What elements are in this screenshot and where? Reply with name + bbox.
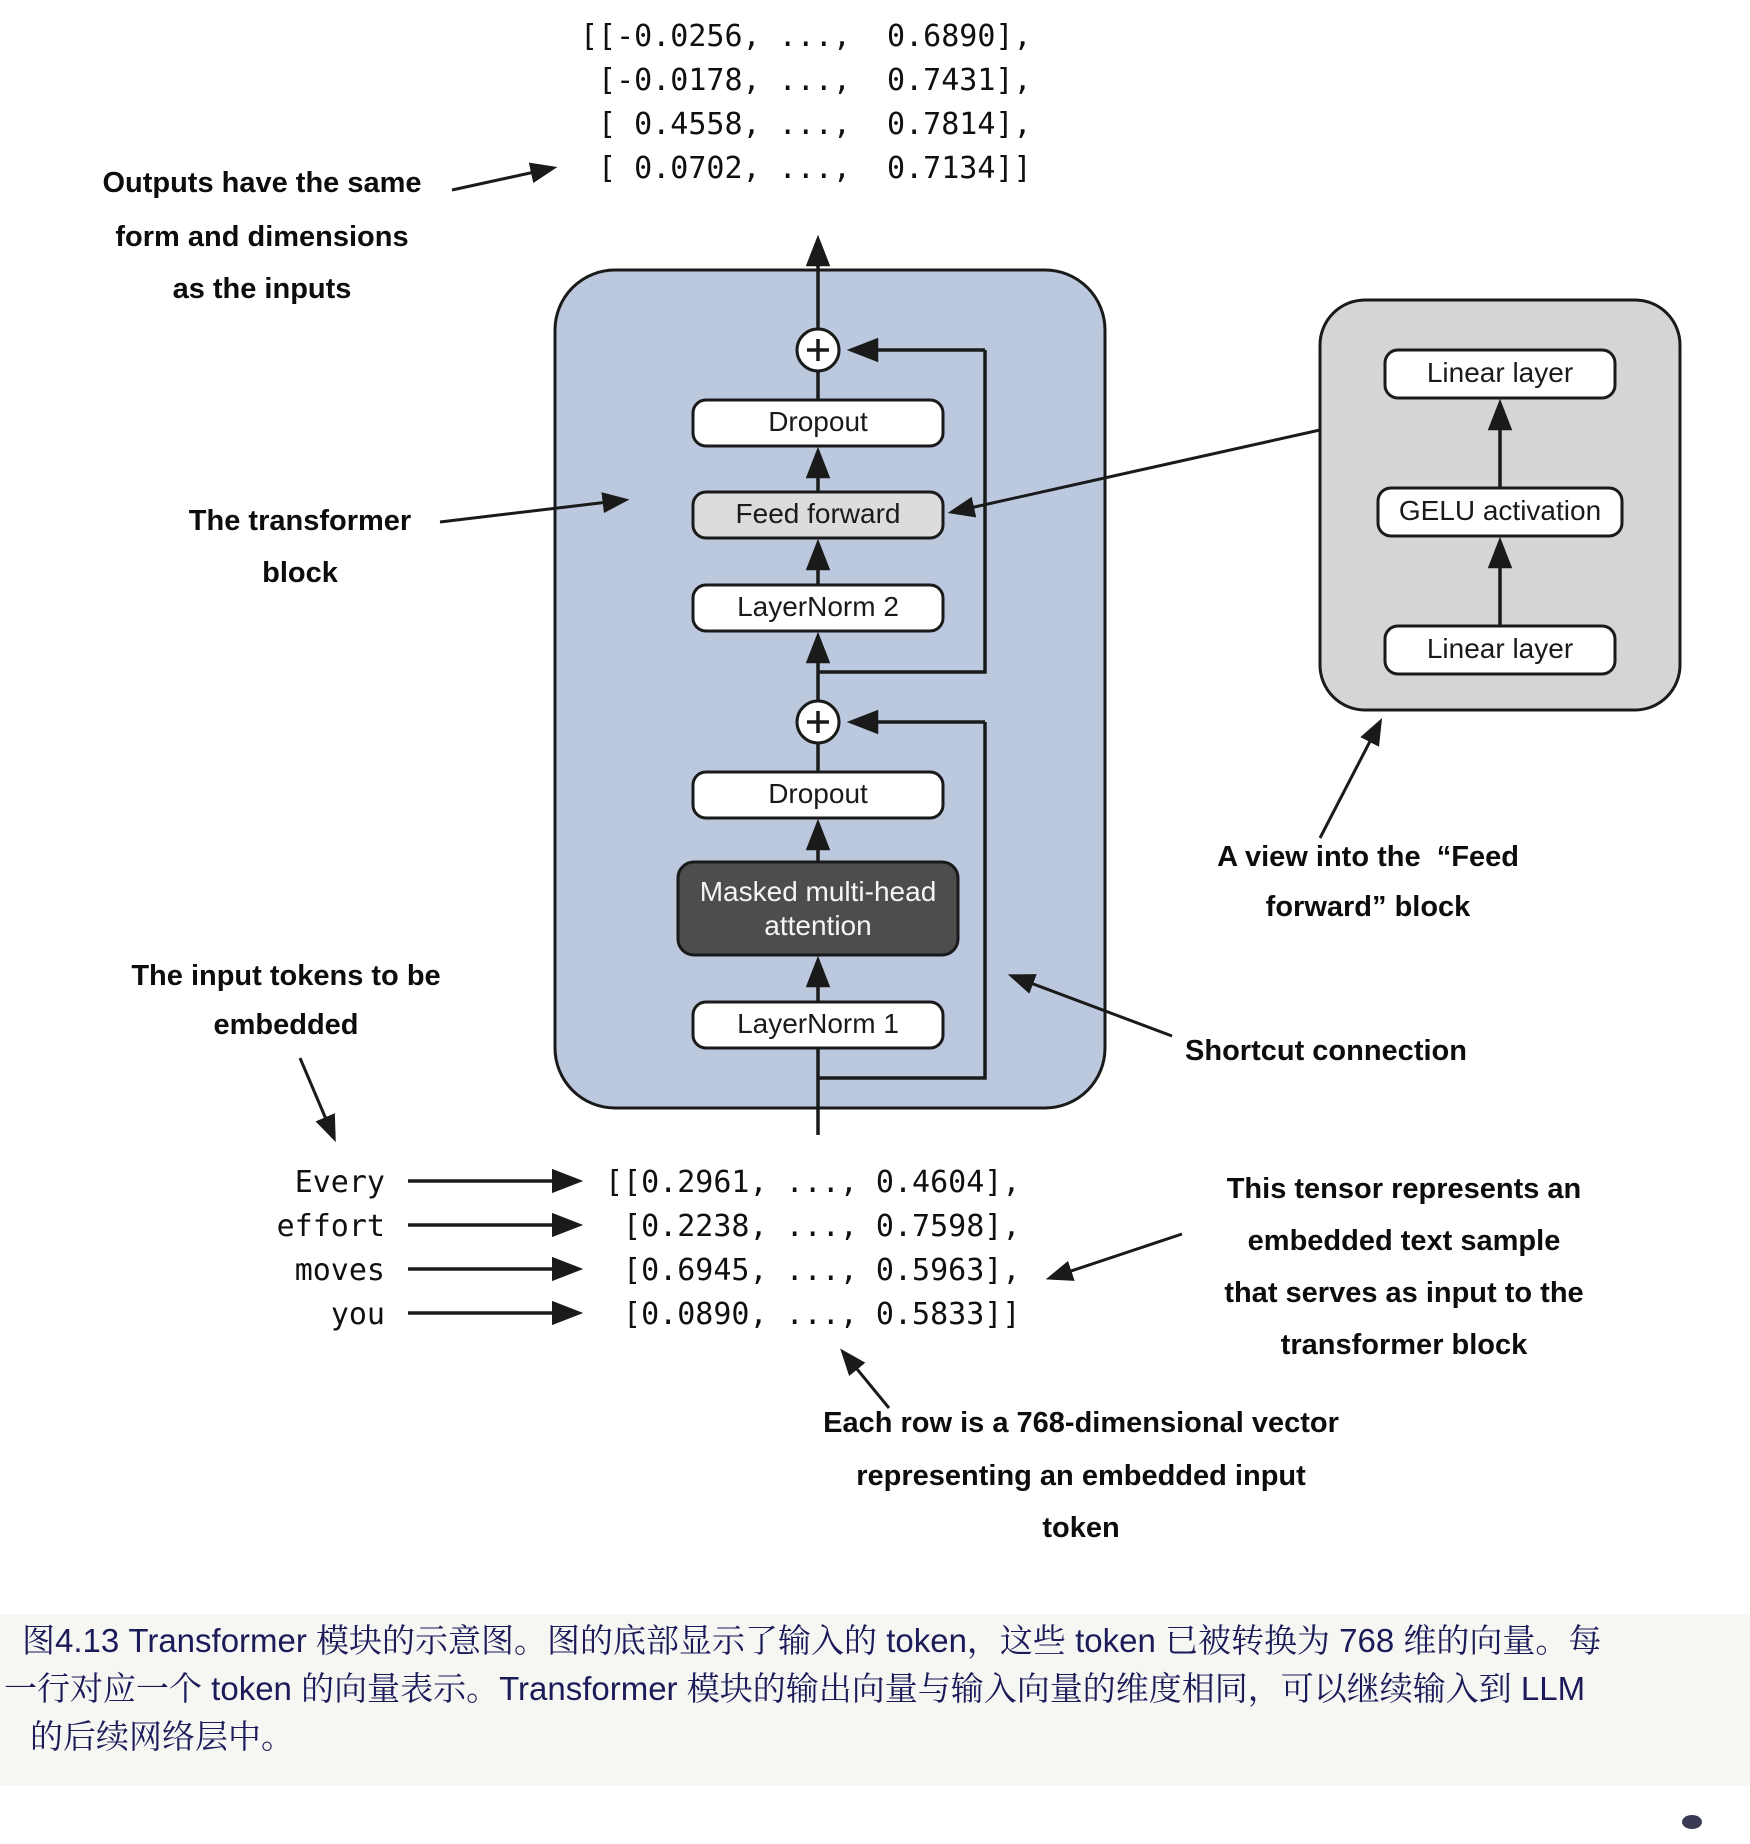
transformer-annotation-line: block <box>262 557 338 589</box>
row-annotation <box>823 1352 1339 1544</box>
row-annotation-line: token <box>1042 1512 1120 1544</box>
ffview-annotation-arrow <box>1320 722 1380 838</box>
tensor-annotation-line: transformer block <box>1280 1329 1528 1361</box>
transformer-annotation-line: The transformer <box>188 505 412 537</box>
input-token: moves <box>294 1253 385 1288</box>
tensor-annotation <box>1050 1173 1584 1361</box>
layernorm1-label: LayerNorm 1 <box>737 1008 899 1039</box>
input-tensor-row: [[0.2961, ..., 0.4604], <box>605 1165 1021 1200</box>
row-annotation-line: Each row is a 768-dimensional vector <box>823 1407 1339 1439</box>
transformer-block <box>555 240 1105 1135</box>
shortcut-annotation-line: Shortcut connection <box>1185 1035 1467 1067</box>
tensor-annotation-arrow <box>1050 1234 1182 1278</box>
output-tensor-row: [ 0.4558, ..., 0.7814], <box>580 107 1032 142</box>
ffview-annotation-line: A view into the “Feed <box>1217 841 1519 873</box>
input-token: Every <box>294 1165 385 1200</box>
input-token: you <box>330 1297 385 1332</box>
output-tensor <box>580 19 1032 186</box>
input-tensor-row: [0.0890, ..., 0.5833]] <box>605 1297 1021 1332</box>
input-tokens-annotation-arrow <box>300 1058 334 1138</box>
ffview-annotation-line: forward” block <box>1265 891 1471 923</box>
input-tokens <box>277 1165 578 1332</box>
row-annotation-line: representing an embedded input <box>856 1460 1306 1492</box>
tensor-annotation-line: This tensor represents an <box>1226 1173 1582 1205</box>
masked-attention-label-line2: attention <box>764 910 872 941</box>
output-tensor-row: [-0.0178, ..., 0.7431], <box>580 63 1032 98</box>
output-tensor-row: [ 0.0702, ..., 0.7134]] <box>580 151 1032 186</box>
residual-add-top <box>797 329 839 371</box>
input-tensor <box>605 1165 1020 1332</box>
layernorm2-label: LayerNorm 2 <box>737 591 899 622</box>
input-token: effort <box>276 1209 385 1244</box>
output-tensor-row: [[-0.0256, ..., 0.6890], <box>580 19 1032 54</box>
feed-forward-label: Feed forward <box>735 498 901 529</box>
tensor-annotation-line: embedded text sample <box>1247 1225 1561 1257</box>
caption-line: 的后续网络层中。 <box>30 1718 294 1755</box>
transformer-block-container <box>555 270 1105 1108</box>
input-tensor-row: [0.6945, ..., 0.5963], <box>605 1253 1021 1288</box>
linear-top-label: Linear layer <box>1426 357 1574 388</box>
dropout-bottom-label: Dropout <box>768 778 868 809</box>
linear-bottom-label: Linear layer <box>1426 633 1574 664</box>
caption-line: 图4.13 Transformer 模块的示意图。图的底部显示了输入的 token，这些 token 已被转换为 768 维的向量。每 <box>22 1622 1602 1659</box>
residual-add-bottom <box>797 701 839 743</box>
gelu-label: GELU activation <box>1398 495 1602 526</box>
caption-line: 一行对应一个 token 的向量表示。Transformer 模块的输出向量与输入向量的维度相同，可以继续输入到 LLM <box>4 1670 1586 1707</box>
outputs-annotation-line: Outputs have the same <box>102 167 422 199</box>
outputs-annotation-line: as the inputs <box>172 273 352 305</box>
input-tensor-row: [0.2238, ..., 0.7598], <box>605 1209 1021 1244</box>
row-annotation-arrow <box>843 1352 889 1408</box>
ffview-annotation <box>1217 722 1519 923</box>
input-tokens-annotation <box>131 960 440 1138</box>
outputs-annotation-arrow <box>452 168 553 190</box>
tensor-annotation-line: that serves as input to the <box>1224 1277 1584 1309</box>
cursor-mark <box>1682 1815 1702 1829</box>
masked-attention-label-line1: Masked multi-head <box>699 876 937 907</box>
input-tokens-annotation-line: The input tokens to be <box>131 960 441 992</box>
outputs-annotation <box>102 167 553 305</box>
outputs-annotation-line: form and dimensions <box>115 221 409 253</box>
input-tokens-annotation-line: embedded <box>213 1009 359 1041</box>
dropout-top-label: Dropout <box>768 406 868 437</box>
